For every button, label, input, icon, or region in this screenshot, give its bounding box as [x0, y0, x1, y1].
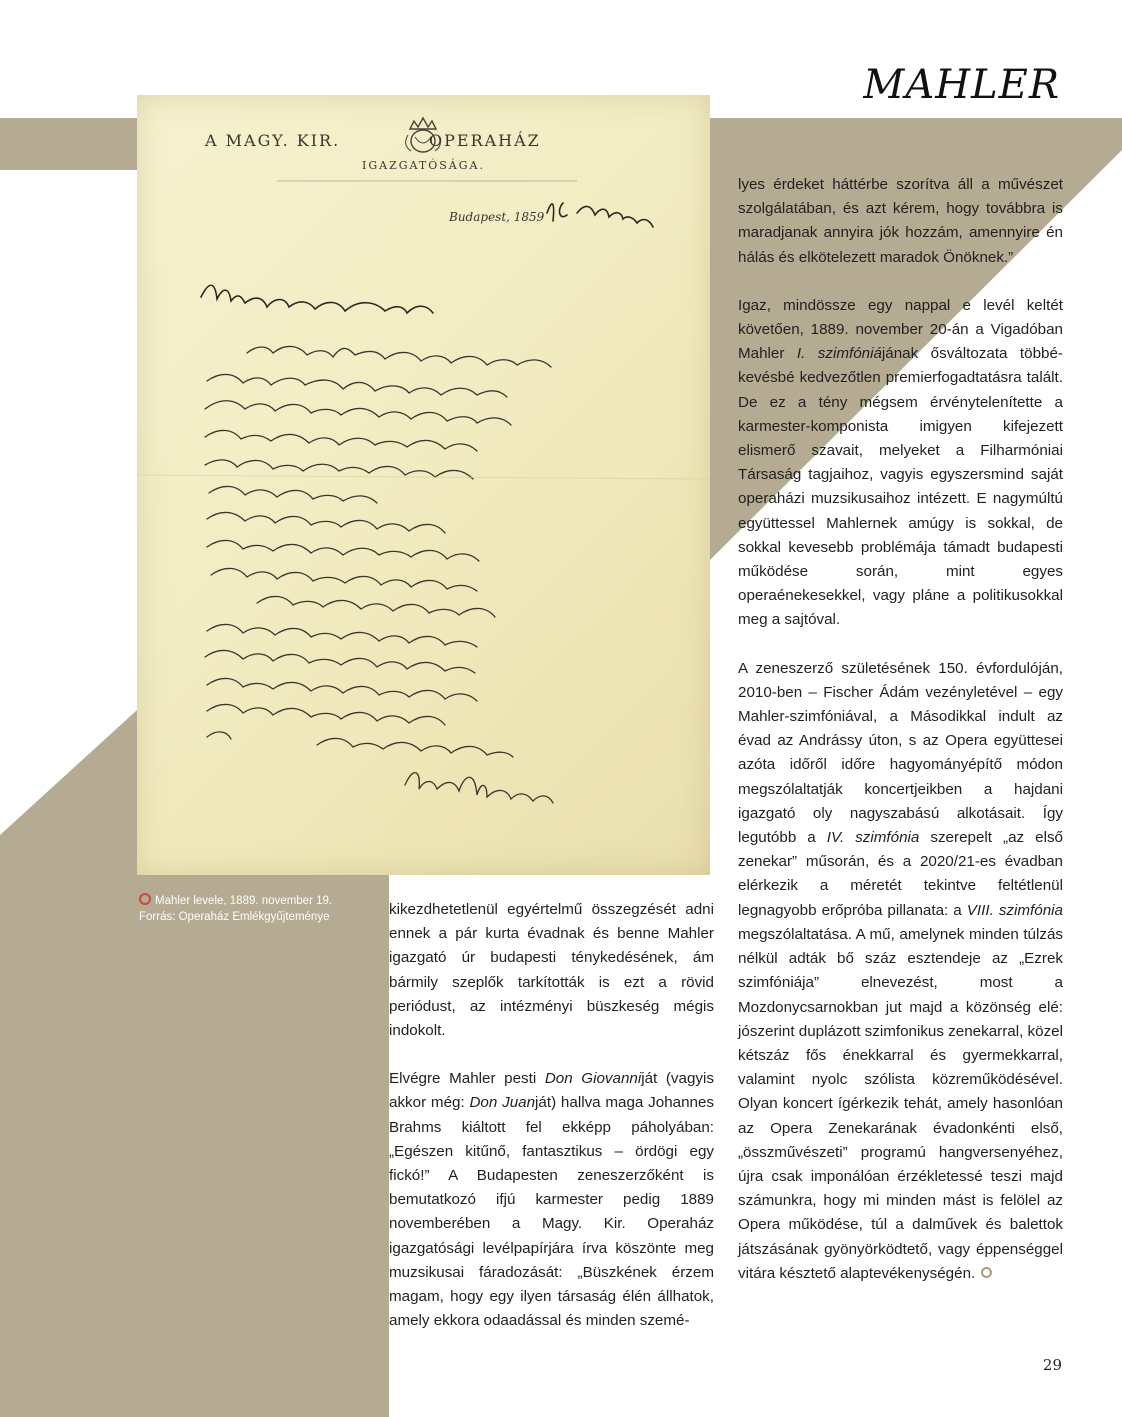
end-of-article-icon [981, 1267, 992, 1278]
caption-line-1: Mahler levele, 1889. november 19. [155, 895, 333, 907]
caption-marker-icon [139, 893, 151, 905]
letter-image [137, 95, 710, 875]
page-header-title: MAHLER [863, 62, 1060, 108]
caption-line-2: Forrás: Operaház Emlékgyűjteménye [139, 911, 330, 923]
paragraph: Elvégre Mahler pesti Don Giovanniját (vagyis akkor még: Don Juanját) hallva maga Johannes Brahms kiáltott fel ekképp páholyában: „Egészen kitűnő, fantasztikus – ördögi egy fickó!” A Budapesten zeneszerzőként is bemutatkozó ifjú karmester pedig 1889 novemberében a Magy. Kir. Operaház igazgatósági levélpapírjára írva köszönte meg muzsikusai fáradozását: „Büszkének érzem magam, hogy egy ilyen társaság élén állhatok, amely ekkora odaadással és minden szemé- [389, 1070, 715, 1330]
paragraph: kikezdhetetlenül egyértelmű összegzését adni ennek a pár kurta évadnak és benne Mahler igazgató úr budapesti ténykedésének, ám bármily szeplők tarkították is ezt a rövid periódust, az intézményi büszkeség mégis indokolt. [389, 901, 714, 1040]
letterhead-subtitle: IGAZGATÓSÁGA. [362, 159, 485, 172]
right-text-column [738, 173, 1063, 1286]
letter-place-date: Budapest, 1859 [449, 210, 545, 224]
letterhead-left: A MAGY. KIR. [205, 131, 341, 150]
left-text-column [389, 898, 714, 1333]
page-number: 29 [1042, 1356, 1062, 1374]
letterhead-right: OPERAHÁZ [429, 131, 541, 150]
paragraph: Igaz, mindössze egy nappal e levél keltét követően, 1889. november 20-án a Vigadóban Mahler I. szimfóniájának ősváltozata többé-kevésbé kedvezőtlen premierfogadtatásra talált. De ez a tény mégsem érvénytelenítette a karmester-komponista imigyen kifejezett elismerő szavait, melyeket a Filharmóniai Társaság tagjaihoz, vagyis egyszersmind saját operaházi muzsikusaihoz intézett. E nagymúltú együttessel Mahlernek amúgy is sokkal, de sokkal kevesebb problémája támadt budapesti működése során, mint egyes operaénekesekkel, vagy pláne a politikusokkal meg a sajtóval. [738, 296, 1063, 629]
paragraph: lyes érdeket háttérbe szorítva áll a művészet szolgálatában, és azt kérem, hogy továbbra is maradjanak annyira jók hozzám, amennyire én hálás és elkötelezett maradok Önöknek.” [738, 176, 1063, 266]
image-caption [139, 893, 359, 925]
paragraph: A zeneszerző születésének 150. évfordulóján, 2010-ben – Fischer Ádám vezényletével – egy Mahler-szimfóniával, a Másodikkal indult az évad az Andrássy úton, s az Opera együttesei azóta időről időre hagyományépítő módon megszólaltatják koncertjeikben a hajdani igazgató oly nagyszabású alkotásait. Így legutóbb a IV. szimfónia szerepelt „az első zenekar” műsorán, és a 2020/21-es évadban elérkezik a méretét tekintve feltétlenül legnagyobb erőpróba pillanata: a VIII. szimfónia megszólaltatása. A mű, amelynek minden túlzás nélkül adták bő száz esztendeje az „Ezrek szimfóniája” elnevezést, most a Mozdonycsarnokban jut majd a közönség elé: jószerint duplázott szimfonikus zenekarral, közel kétszáz fős énekkarral és gyermekkarral, valamint nyolc szólista közreműködésével. Olyan koncert ígérkezik tehát, amely hasonlóan az Opera Zenekarának évadonkénti első, „összművészeti” programú hangversenyéhez, újra csak imponálóan érzékletessé teszi majd számunkra, hogy mi minden mást is felölel az Opera működése, túl a dalművek és balettok játszásának gyönyörködtető, vagy éppenséggel vitára késztető alaptevékenységén. [738, 659, 1063, 1282]
handwriting-illustration [137, 95, 710, 875]
